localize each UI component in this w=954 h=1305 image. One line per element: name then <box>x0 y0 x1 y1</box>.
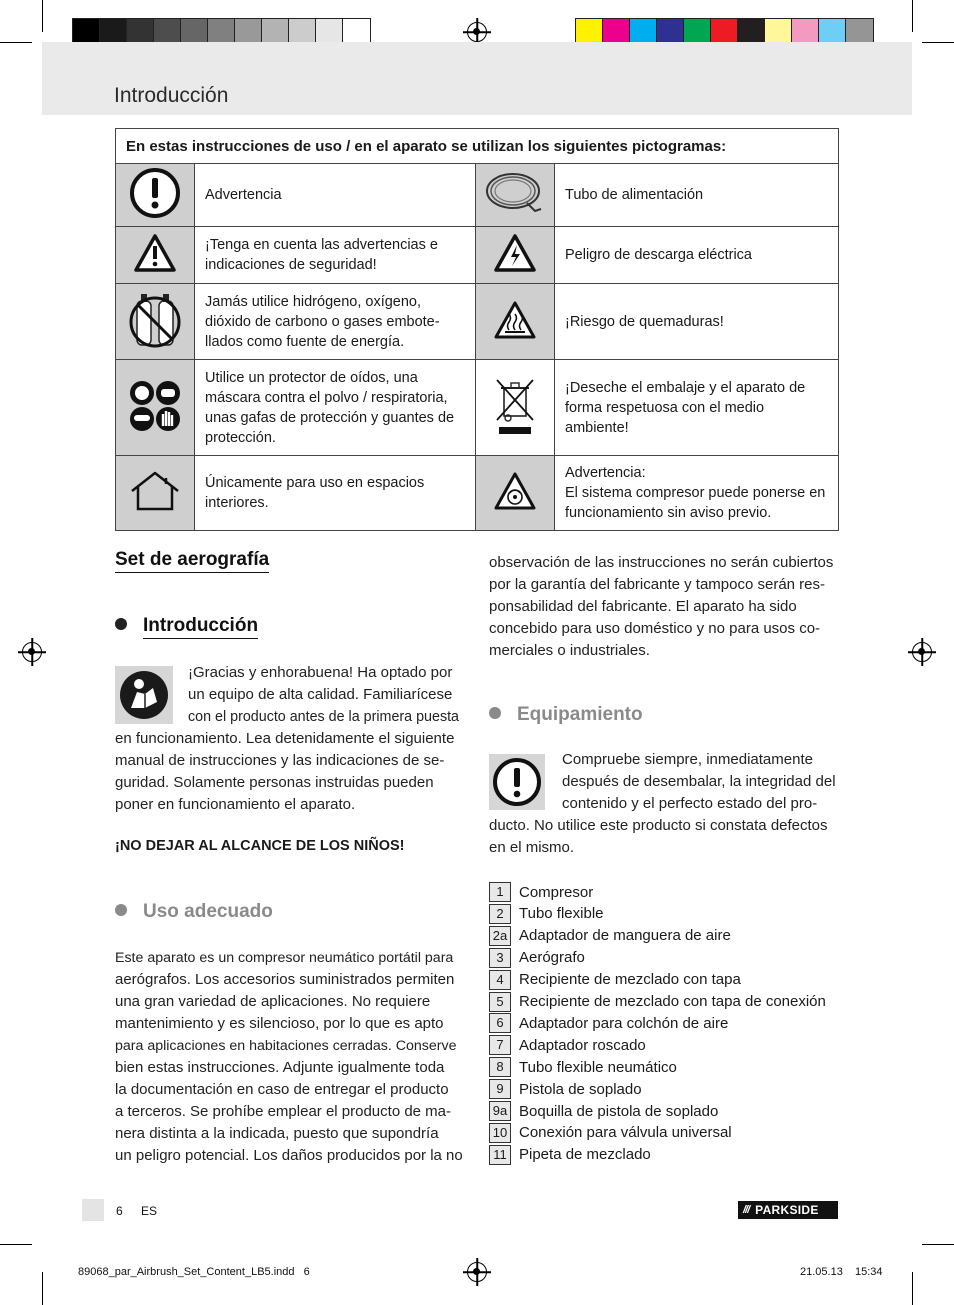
picto-text: Advertencia: <box>565 465 646 481</box>
protective-gear-icon <box>116 360 195 456</box>
page-title: Introducción <box>114 84 229 107</box>
house-icon <box>116 456 195 531</box>
bullet-icon <box>115 618 127 630</box>
picto-text: El sistema compresor puede ponerse en funcionamiento sin aviso previo. <box>565 485 826 521</box>
item-number: 8 <box>489 1057 511 1077</box>
list-item <box>489 1035 646 1055</box>
section-title-text: Set de aerografía <box>115 549 269 573</box>
picto-text: ¡Tenga en cuenta las advertencias e indicaciones de seguridad! <box>195 227 476 284</box>
intro-heading <box>115 615 258 637</box>
text-line: merciales o industriales. <box>489 642 650 659</box>
list-item <box>489 1123 732 1143</box>
bullet-icon <box>115 904 127 916</box>
text-line: guridad. Solamente personas instruidas pueden <box>115 774 434 791</box>
logo-slashes-icon: /// <box>743 1204 750 1216</box>
page-number: 6 <box>116 1204 123 1218</box>
crop-mark <box>42 0 43 32</box>
power-cord-icon <box>476 164 555 227</box>
print-time: 15:34 <box>855 1266 883 1278</box>
item-number: 11 <box>489 1145 511 1165</box>
text-line: después de desembalar, la integridad del <box>562 773 836 790</box>
brand-name: PARKSIDE <box>755 1203 819 1217</box>
list-item <box>489 904 604 924</box>
item-number: 1 <box>489 882 511 902</box>
list-item <box>489 926 731 946</box>
registration-mark-icon <box>467 22 487 42</box>
item-label: Aerógrafo <box>519 949 585 967</box>
text-line: poner en funcionamiento el aparato. <box>115 796 356 813</box>
text-line: manual de instrucciones y las indicaciones de se- <box>115 752 445 769</box>
list-item <box>489 970 741 990</box>
gas-bottles-icon <box>116 284 195 360</box>
section-title <box>115 549 269 571</box>
item-number: 5 <box>489 992 511 1012</box>
text-line: nera distinta a la indicada, puesto que supondría <box>115 1125 439 1142</box>
continuation-text <box>489 552 844 662</box>
text-line: un peligro potencial. Los daños producidos por la no <box>115 1147 463 1164</box>
item-label: Adaptador roscado <box>519 1036 646 1054</box>
picto-text: Utilice un protector de oídos, una máscara contra el polvo / respiratoria, unas gafas de protección y guantes de protección. <box>195 360 476 456</box>
crop-mark <box>0 42 32 43</box>
text-line: en el mismo. <box>489 839 575 856</box>
list-item <box>489 1079 642 1099</box>
intro-text <box>115 728 470 816</box>
recycle-bin-icon <box>476 360 555 456</box>
caution-triangle-icon <box>116 227 195 284</box>
warning-exclamation-icon <box>116 164 195 227</box>
item-label: Boquilla de pistola de soplado <box>519 1102 719 1120</box>
text-line: con el producto antes de la primera puesta <box>188 709 460 725</box>
text-line: contenido y el perfecto estado del pro- <box>562 795 818 812</box>
crop-mark <box>912 1272 913 1305</box>
pictogram-table-heading: En estas instrucciones de uso / en el aparato se utilizan los siguientes pictogramas: <box>116 129 839 164</box>
uso-heading-text: Uso adecuado <box>143 901 273 922</box>
text-line: la documentación en caso de entregar el producto <box>115 1081 449 1098</box>
crop-mark <box>922 1244 954 1245</box>
equip-text-beside-icon <box>562 749 842 815</box>
item-number: 9a <box>489 1101 511 1121</box>
list-item <box>489 1057 677 1077</box>
file-name: 89068_par_Airbrush_Set_Content_LB5.indd 6 <box>78 1266 310 1278</box>
list-item <box>489 882 593 902</box>
item-label: Conexión para válvula universal <box>519 1124 732 1142</box>
equip-heading <box>489 704 643 726</box>
pictogram-table <box>115 128 839 531</box>
text-line: para aplicaciones en habitaciones cerradas. Conserve <box>115 1038 457 1054</box>
picto-text: Advertencia <box>195 164 476 227</box>
text-line: aerógrafos. Los accesorios suministrados permiten <box>115 971 455 988</box>
item-number: 7 <box>489 1035 511 1055</box>
registration-mark-icon <box>912 642 932 662</box>
text-line: concebido para uso doméstico y no para usos co- <box>489 620 821 637</box>
language-code: ES <box>141 1204 158 1218</box>
text-line: mantenimiento y es silencioso, por lo que es apto <box>115 1015 444 1032</box>
intro-text-beside-icon <box>188 662 468 728</box>
text-line: a terceros. Se prohíbe emplear el producto de ma- <box>115 1103 452 1120</box>
item-number: 10 <box>489 1123 511 1143</box>
item-label: Tubo flexible neumático <box>519 1058 677 1076</box>
bullet-icon <box>489 707 501 719</box>
text-line: ¡Gracias y enhorabuena! Ha optado por <box>188 664 453 681</box>
item-label: Compresor <box>519 883 594 901</box>
text-line: Este aparato es un compresor neumático portátil para <box>115 950 454 966</box>
text-line: bien estas instrucciones. Adjunte igualmente toda <box>115 1059 445 1076</box>
list-item <box>489 992 826 1012</box>
text-line: ponsabilidad del fabricante. El aparato ha sido <box>489 598 797 615</box>
auto-start-warning-icon <box>476 456 555 531</box>
picto-text: Jamás utilice hidrógeno, oxígeno, dióxido de carbono o gases embote-llados como fuente de energía. <box>195 284 476 360</box>
print-date: 21.05.13 <box>800 1266 843 1278</box>
crop-mark <box>42 1272 43 1305</box>
parkside-logo <box>738 1201 838 1219</box>
item-number: 2a <box>489 926 511 946</box>
item-label: Pistola de soplado <box>519 1080 642 1098</box>
hot-surface-icon <box>476 284 555 360</box>
equip-heading-text: Equipamiento <box>517 704 643 725</box>
text-line: observación de las instrucciones no serán cubiertos <box>489 554 834 571</box>
footer-tab <box>82 1199 104 1221</box>
item-number: 3 <box>489 948 511 968</box>
item-label: Adaptador para colchón de aire <box>519 1014 729 1032</box>
text-line: en funcionamiento. Lea detenidamente el siguiente <box>115 730 455 747</box>
list-item <box>489 1101 718 1121</box>
text-line: Compruebe siempre, inmediatamente <box>562 751 813 768</box>
picto-text: Tubo de alimentación <box>555 164 839 227</box>
picto-text-block <box>555 456 839 531</box>
item-number: 4 <box>489 970 511 990</box>
list-item <box>489 948 585 968</box>
picto-text: ¡Riesgo de quemaduras! <box>555 284 839 360</box>
item-label: Recipiente de mezclado con tapa <box>519 971 741 989</box>
warning-exclamation-icon <box>489 754 545 810</box>
crop-mark <box>922 42 954 43</box>
registration-mark-icon <box>22 642 42 662</box>
text-line: ducto. No utilice este producto si constata defectos <box>489 817 828 834</box>
intro-heading-text: Introducción <box>143 615 258 639</box>
crop-mark <box>912 0 913 32</box>
equip-text <box>489 815 844 859</box>
text-line: por la garantía del fabricante y tampoco serán res- <box>489 576 826 593</box>
item-label: Tubo flexible <box>519 905 604 923</box>
read-manual-icon <box>115 666 173 724</box>
uso-text <box>115 947 470 1167</box>
text-line: una gran variedad de aplicaciones. No requiere <box>115 993 431 1010</box>
item-number: 6 <box>489 1013 511 1033</box>
registration-mark-icon <box>467 1262 487 1282</box>
list-item <box>489 1145 651 1165</box>
picto-text: Peligro de descarga eléctrica <box>555 227 839 284</box>
item-label: Recipiente de mezclado con tapa de conexión <box>519 993 826 1010</box>
electric-shock-icon <box>476 227 555 284</box>
item-number: 9 <box>489 1079 511 1099</box>
item-label: Pipeta de mezclado <box>519 1146 651 1164</box>
picto-text: Únicamente para uso en espacios interiores. <box>195 456 476 531</box>
list-item <box>489 1013 728 1033</box>
crop-mark <box>0 1244 32 1245</box>
picto-text: ¡Deseche el embalaje y el aparato de forma respetuosa con el medio ambiente! <box>555 360 839 456</box>
item-label: Adaptador de manguera de aire <box>519 927 731 945</box>
uso-heading <box>115 901 273 923</box>
text-line: un equipo de alta calidad. Familiarícese <box>188 686 453 703</box>
child-warning: ¡NO DEJAR AL ALCANCE DE LOS NIÑOS! <box>115 838 405 854</box>
item-number: 2 <box>489 904 511 924</box>
